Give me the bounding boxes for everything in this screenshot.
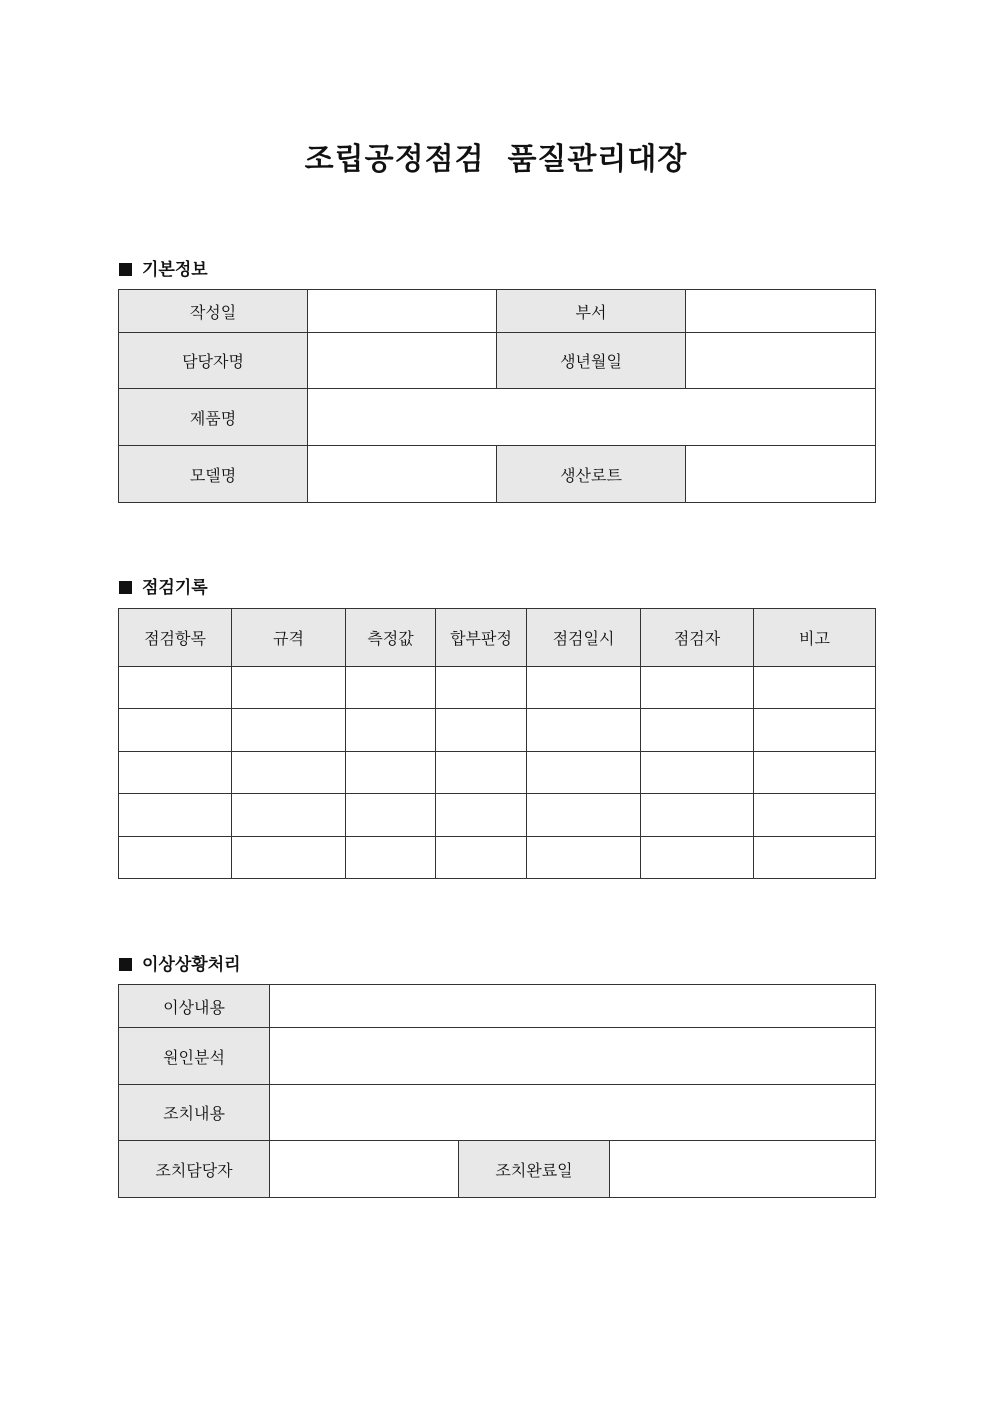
column-header-inspector: 점검자 <box>641 609 754 667</box>
table-row <box>119 752 876 794</box>
completion-date-field[interactable] <box>610 1141 876 1198</box>
table-cell[interactable] <box>436 709 527 752</box>
table-cell[interactable] <box>641 794 754 837</box>
table-row <box>119 709 876 752</box>
table-row <box>119 1028 876 1085</box>
lot-label: 생산로트 <box>497 446 686 503</box>
table-cell[interactable] <box>436 667 527 709</box>
completion-date-label: 조치완료일 <box>459 1141 610 1198</box>
table-cell[interactable] <box>346 709 436 752</box>
section-heading-abnormal <box>119 950 241 975</box>
table-cell[interactable] <box>527 709 641 752</box>
abnormal-table <box>118 984 876 1198</box>
table-cell[interactable] <box>346 794 436 837</box>
action-field[interactable] <box>270 1085 876 1141</box>
table-row <box>119 290 876 333</box>
column-header-spec: 규격 <box>232 609 346 667</box>
table-cell[interactable] <box>436 752 527 794</box>
column-header-remarks: 비고 <box>754 609 876 667</box>
birth-field[interactable] <box>686 333 876 389</box>
table-cell[interactable] <box>641 752 754 794</box>
table-row <box>119 667 876 709</box>
square-bullet-icon <box>119 958 132 971</box>
page-title: 조립공정점검 품질관리대장 <box>304 142 688 177</box>
action-manager-field[interactable] <box>270 1141 459 1198</box>
table-row <box>119 837 876 879</box>
table-cell[interactable] <box>527 794 641 837</box>
section-heading-basic-info <box>119 255 208 280</box>
cause-label: 원인분석 <box>119 1028 270 1085</box>
column-header-measured: 측정값 <box>346 609 436 667</box>
table-row <box>119 985 876 1028</box>
table-cell[interactable] <box>527 667 641 709</box>
section-heading-inspection <box>119 573 208 598</box>
table-cell[interactable] <box>119 794 232 837</box>
column-header-pass-fail: 합부판정 <box>436 609 527 667</box>
table-cell[interactable] <box>754 709 876 752</box>
abnormal-content-label: 이상내용 <box>119 985 270 1028</box>
table-cell[interactable] <box>754 794 876 837</box>
table-cell[interactable] <box>754 837 876 879</box>
column-header-item: 점검항목 <box>119 609 232 667</box>
lot-field[interactable] <box>686 446 876 503</box>
table-cell[interactable] <box>232 837 346 879</box>
table-cell[interactable] <box>527 837 641 879</box>
table-cell[interactable] <box>436 794 527 837</box>
table-cell[interactable] <box>436 837 527 879</box>
table-row <box>119 446 876 503</box>
column-header-datetime: 점검일시 <box>527 609 641 667</box>
inspection-table <box>118 608 876 879</box>
table-row <box>119 389 876 446</box>
section-heading-label: 이상상황처리 <box>142 955 241 975</box>
square-bullet-icon <box>119 581 132 594</box>
table-cell[interactable] <box>754 667 876 709</box>
model-label: 모델명 <box>119 446 308 503</box>
basic-info-table <box>118 289 876 503</box>
dept-field[interactable] <box>686 290 876 333</box>
date-field[interactable] <box>308 290 497 333</box>
table-row <box>119 1141 876 1198</box>
table-cell[interactable] <box>119 709 232 752</box>
table-cell[interactable] <box>641 667 754 709</box>
table-cell[interactable] <box>346 752 436 794</box>
table-cell[interactable] <box>754 752 876 794</box>
table-row <box>119 794 876 837</box>
product-label: 제품명 <box>119 389 308 446</box>
table-cell[interactable] <box>119 837 232 879</box>
birth-label: 생년월일 <box>497 333 686 389</box>
square-bullet-icon <box>119 263 132 276</box>
table-header-row <box>119 609 876 667</box>
date-label: 작성일 <box>119 290 308 333</box>
action-label: 조치내용 <box>119 1085 270 1141</box>
model-field[interactable] <box>308 446 497 503</box>
abnormal-content-field[interactable] <box>270 985 876 1028</box>
table-cell[interactable] <box>232 709 346 752</box>
table-cell[interactable] <box>346 667 436 709</box>
table-cell[interactable] <box>641 837 754 879</box>
manager-field[interactable] <box>308 333 497 389</box>
table-cell[interactable] <box>527 752 641 794</box>
table-cell[interactable] <box>119 667 232 709</box>
table-cell[interactable] <box>232 667 346 709</box>
table-cell[interactable] <box>346 837 436 879</box>
action-manager-label: 조치담당자 <box>119 1141 270 1198</box>
table-cell[interactable] <box>119 752 232 794</box>
table-cell[interactable] <box>232 794 346 837</box>
section-heading-label: 점검기록 <box>142 578 208 598</box>
section-heading-label: 기본정보 <box>142 260 208 280</box>
product-field[interactable] <box>308 389 876 446</box>
table-row <box>119 1085 876 1141</box>
table-row <box>119 333 876 389</box>
cause-field[interactable] <box>270 1028 876 1085</box>
table-cell[interactable] <box>641 709 754 752</box>
table-cell[interactable] <box>232 752 346 794</box>
dept-label: 부서 <box>497 290 686 333</box>
manager-label: 담당자명 <box>119 333 308 389</box>
